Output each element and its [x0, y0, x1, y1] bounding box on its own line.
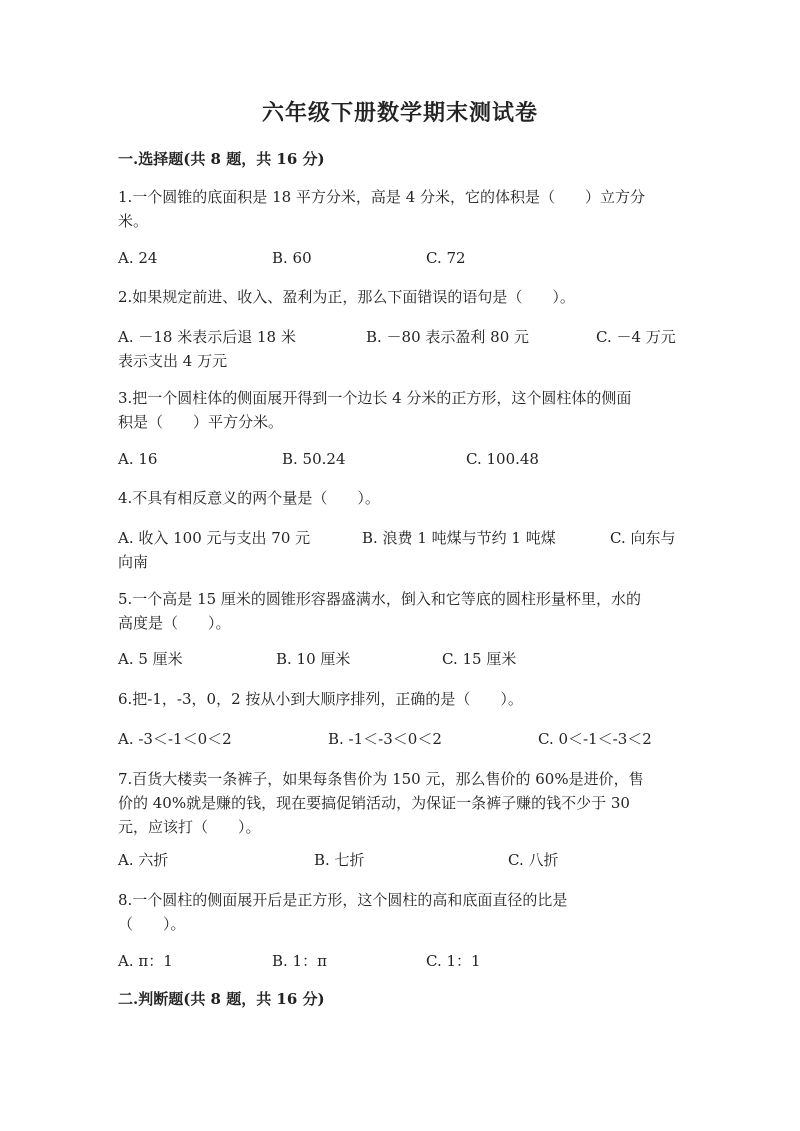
section-heading-choice: 一.选择题(共 8 题，共 16 分): [118, 150, 325, 168]
question-6-line-1: 6.把-1，-3，0，2 按从小到大顺序排列，正确的是（ ）。: [118, 690, 523, 708]
question-8: [118, 888, 684, 936]
question-8-options: [118, 949, 684, 973]
question-1: [118, 185, 684, 233]
question-8-line-2: （ ）。: [118, 915, 186, 933]
question-8-option-a[interactable]: A. π：1: [118, 952, 173, 970]
question-3-option-c[interactable]: C. 100.48: [466, 450, 539, 468]
question-7-line-1: 7.百货大楼卖一条裤子，如果每条售价为 150 元，那么售价的 60%是进价，售: [118, 770, 644, 788]
question-4-option-c[interactable]: C. 向东与: [610, 529, 676, 547]
question-3-option-b[interactable]: B. 50.24: [282, 450, 346, 468]
question-2-option-a[interactable]: A. －18 米表示后退 18 米: [118, 328, 296, 346]
page-title: 六年级下册数学期末测试卷: [261, 100, 538, 126]
question-2-option-c[interactable]: C. －4 万元: [596, 328, 676, 346]
question-1-option-b[interactable]: B. 60: [272, 249, 312, 267]
question-7-line-2: 价的 40%就是赚的钱，现在要搞促销活动，为保证一条裤子赚的钱不少于 30: [118, 794, 630, 812]
question-6-option-c[interactable]: C. 0＜-1＜-3＜2: [538, 730, 652, 748]
question-6: [118, 687, 684, 711]
question-5-line-1: 5.一个高是 15 厘米的圆锥形容器盛满水，倒入和它等底的圆柱形量杯里，水的: [118, 590, 641, 608]
question-5-option-b[interactable]: B. 10 厘米: [276, 650, 351, 668]
question-5-line-2: 高度是（ ）。: [118, 614, 231, 632]
question-1-option-c[interactable]: C. 72: [426, 249, 466, 267]
question-7-option-b[interactable]: B. 七折: [314, 851, 365, 869]
question-1-options: [118, 246, 684, 270]
question-4-option-c-continued: 向南: [118, 553, 149, 571]
question-7: [118, 767, 684, 839]
question-1-line-2: 米。: [118, 212, 149, 230]
question-4-option-a[interactable]: A. 收入 100 元与支出 70 元: [118, 529, 311, 547]
question-1-line-1: 1.一个圆锥的底面积是 18 平方分米，高是 4 分米，它的体积是（ ）立方分: [118, 188, 646, 206]
question-2-options: [118, 325, 684, 373]
question-5: [118, 587, 684, 635]
question-3: [118, 386, 684, 434]
question-5-options: [118, 647, 684, 671]
question-5-option-a[interactable]: A. 5 厘米: [118, 650, 183, 668]
question-2-line-1: 2.如果规定前进、收入、盈利为正，那么下面错误的语句是（ ）。: [118, 288, 575, 306]
question-6-option-a[interactable]: A. -3＜-1＜0＜2: [118, 730, 232, 748]
question-4-line-1: 4.不具有相反意义的两个量是（ ）。: [118, 489, 380, 507]
question-4: [118, 486, 684, 510]
question-7-option-c[interactable]: C. 八折: [508, 851, 559, 869]
question-1-option-a[interactable]: A. 24: [118, 249, 158, 267]
question-6-option-b[interactable]: B. -1＜-3＜0＜2: [328, 730, 442, 748]
question-7-options: [118, 848, 684, 872]
question-7-line-3: 元，应该打（ ）。: [118, 818, 261, 836]
question-5-option-c[interactable]: C. 15 厘米: [442, 650, 517, 668]
question-6-options: [118, 727, 684, 751]
question-4-options: [118, 526, 684, 574]
question-2-option-b[interactable]: B. －80 表示盈利 80 元: [366, 328, 530, 346]
question-7-option-a[interactable]: A. 六折: [118, 851, 169, 869]
question-8-option-c[interactable]: C. 1：1: [426, 952, 481, 970]
question-3-line-1: 3.把一个圆柱体的侧面展开得到一个边长 4 分米的正方形，这个圆柱体的侧面: [118, 389, 632, 407]
question-3-options: [118, 447, 684, 471]
question-2: [118, 285, 684, 309]
question-8-option-b[interactable]: B. 1：π: [272, 952, 327, 970]
question-4-option-b[interactable]: B. 浪费 1 吨煤与节约 1 吨煤: [362, 529, 556, 547]
question-2-option-c-continued: 表示支出 4 万元: [118, 352, 228, 370]
question-8-line-1: 8.一个圆柱的侧面展开后是正方形，这个圆柱的高和底面直径的比是: [118, 891, 568, 909]
section-heading-judgement: 二.判断题(共 8 题，共 16 分): [118, 990, 325, 1008]
question-3-option-a[interactable]: A. 16: [118, 450, 158, 468]
question-3-line-2: 积是（ ）平方分米。: [118, 413, 284, 431]
